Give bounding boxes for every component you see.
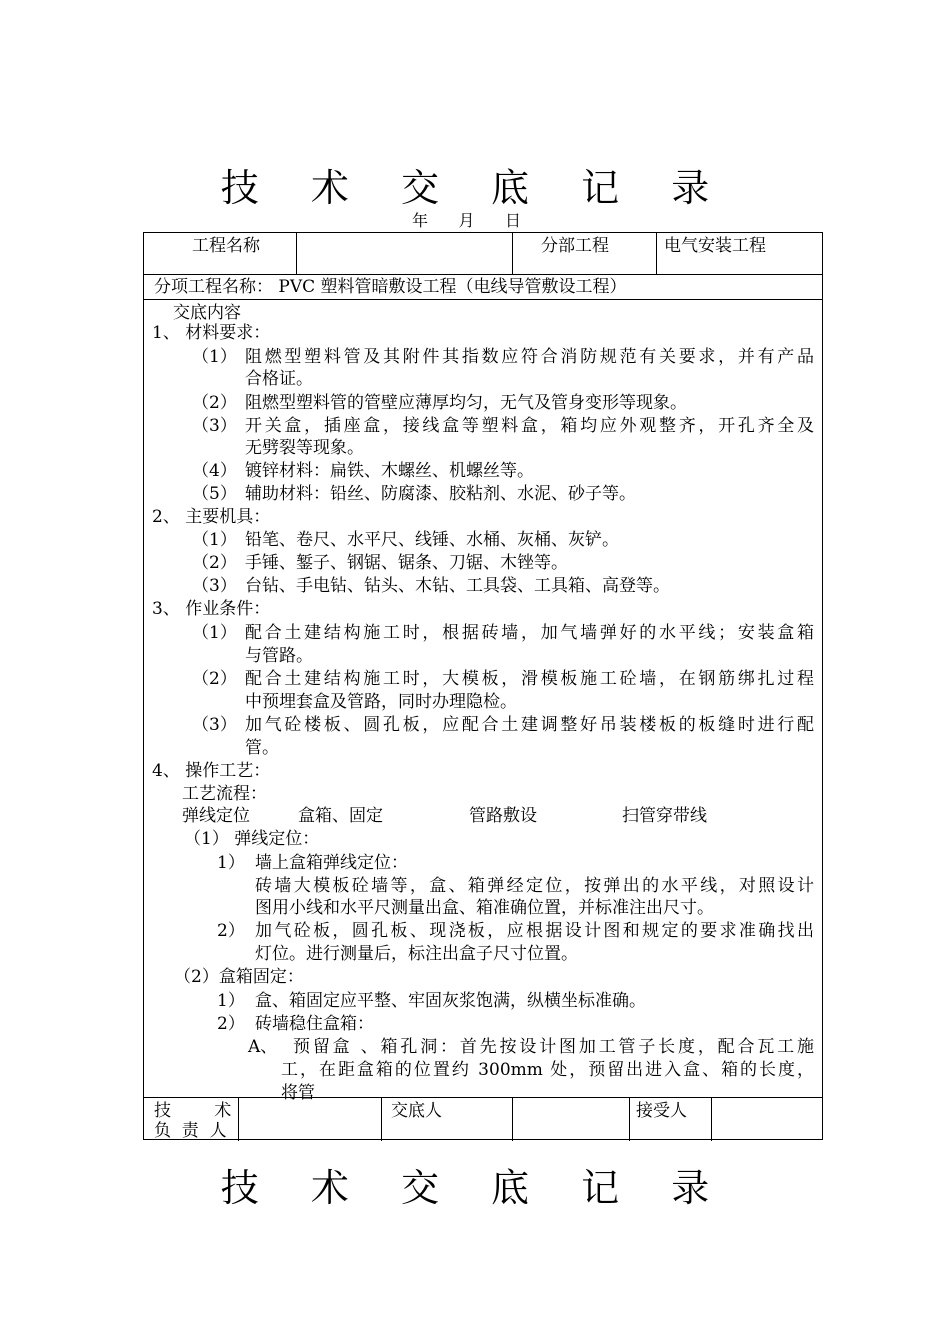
section-title: 1、 材料要求：	[152, 323, 271, 343]
item-number: （2）	[192, 393, 237, 413]
item-number: （1）	[192, 347, 237, 367]
item-text: 工，在距盒箱的位置约 300mm 处，预留出进入盒、箱的长度，	[281, 1060, 814, 1080]
col-divider	[656, 233, 657, 274]
section-title: 4、 操作工艺：	[152, 761, 271, 781]
item-number: （3）	[192, 416, 237, 436]
item-text: 砖墙大模板砼墙等，盒、箱弹经定位，按弹出的水平线，对照设计	[255, 876, 814, 896]
item-text: 砖墙稳住盒箱：	[255, 1014, 374, 1034]
division-label: 分部工程	[541, 236, 609, 256]
item-number: 2）	[217, 1014, 245, 1034]
item-number: （3）	[192, 715, 237, 735]
item-text: 开关盒，插座盒，接线盒等塑料盒，箱均应外观整齐，开孔齐全及	[245, 416, 814, 436]
document-title-next-page: 技 术 交 底 记 录	[220, 1166, 730, 1210]
row-divider	[144, 274, 822, 275]
date-line: 年 月 日	[412, 211, 522, 230]
tech-lead-label: 技 术	[154, 1101, 232, 1121]
receiver-label: 接受人	[636, 1101, 687, 1121]
handover-person-label: 交底人	[391, 1101, 442, 1121]
item-text: 配合土建结构施工时，根据砖墙，加气墙弹好的水平线；安装盒箱	[245, 623, 814, 643]
section-title: 2、 主要机具：	[152, 507, 271, 527]
item-text: 辅助材料：铅丝、防腐漆、胶粘剂、水泥、砂子等。	[245, 484, 636, 504]
item-text: 中预埋套盒及管路，同时办理隐检。	[245, 692, 517, 712]
row-divider	[144, 299, 822, 300]
subsection-title: （2）盒箱固定：	[174, 967, 304, 987]
col-divider	[296, 233, 297, 274]
item-text: 图用小线和水平尺测量出盒、箱准确位置，并标准注出尺寸。	[255, 898, 714, 918]
item-text: 管。	[245, 738, 279, 758]
item-text: 加气砼楼板、圆孔板，应配合土建调整好吊装楼板的板缝时进行配	[245, 715, 814, 735]
item-text: 预留盒 、箱孔洞：首先按设计图加工管子长度，配合瓦工施	[293, 1037, 814, 1057]
item-text: 灯位。进行测量后，标注出盒子尺寸位置。	[255, 944, 578, 964]
item-text: 阻燃型塑料管及其附件其指数应符合消防规范有关要求，并有产品	[245, 347, 814, 367]
record-table	[143, 232, 823, 1140]
document-title: 技 术 交 底 记 录	[220, 166, 730, 210]
item-text: 加气砼板，圆孔板、现浇板，应根据设计图和规定的要求准确找出	[255, 921, 814, 941]
item-text: 配合土建结构施工时，大模板，滑模板施工砼墙，在钢筋绑扎过程	[245, 669, 814, 689]
item-number: （1）	[192, 623, 237, 643]
item-text: 铅笔、卷尺、水平尺、线锤、水桶、灰桶、灰铲。	[245, 530, 619, 550]
flow-label: 工艺流程：	[182, 784, 267, 804]
subsection-title: （1） 弹线定位：	[184, 829, 320, 849]
col-divider	[629, 1097, 630, 1141]
flow-step: 盒箱、固定	[298, 806, 383, 826]
item-number: （4）	[192, 461, 237, 481]
item-text: 墙上盒箱弹线定位：	[255, 853, 408, 873]
col-divider	[512, 1097, 513, 1141]
tech-lead-label: 负 责 人	[154, 1121, 227, 1141]
item-text: 将管	[281, 1083, 315, 1103]
col-divider	[711, 1097, 712, 1141]
row-divider	[144, 1097, 822, 1098]
item-number: （5）	[192, 484, 237, 504]
flow-step: 弹线定位	[182, 806, 250, 826]
col-divider	[512, 233, 513, 274]
item-number: 2）	[217, 921, 245, 941]
flow-step: 扫管穿带线	[622, 806, 707, 826]
col-divider	[238, 1097, 239, 1141]
item-text: 与管路。	[245, 646, 313, 666]
item-text: 台钻、手电钻、钻头、木钻、工具袋、工具箱、高登等。	[245, 576, 670, 596]
item-number: 1）	[217, 853, 245, 873]
item-number: A、	[248, 1037, 278, 1057]
item-number: （2）	[192, 553, 237, 573]
subitem-name: 分项工程名称： PVC 塑料管暗敷设工程（电线导管敷设工程）	[154, 277, 627, 297]
project-name-label: 工程名称	[192, 236, 260, 256]
content-heading: 交底内容	[173, 303, 241, 323]
col-divider	[381, 1097, 382, 1141]
item-text: 合格证。	[245, 369, 313, 389]
item-text: 手锤、錾子、钢锯、锯条、刀锯、木锉等。	[245, 553, 568, 573]
section-title: 3、 作业条件：	[152, 599, 271, 619]
item-number: 1）	[217, 991, 245, 1011]
item-text: 盒、箱固定应平整、牢固灰浆饱满，纵横坐标准确。	[255, 991, 646, 1011]
flow-step: 管路敷设	[469, 806, 537, 826]
item-text: 无劈裂等现象。	[245, 438, 364, 458]
item-number: （3）	[192, 576, 237, 596]
item-number: （2）	[192, 669, 237, 689]
item-number: （1）	[192, 530, 237, 550]
division-value: 电气安装工程	[664, 236, 766, 256]
item-text: 阻燃型塑料管的管壁应薄厚均匀，无气及管身变形等现象。	[245, 393, 687, 413]
item-text: 镀锌材料：扁铁、木螺丝、机螺丝等。	[245, 461, 534, 481]
